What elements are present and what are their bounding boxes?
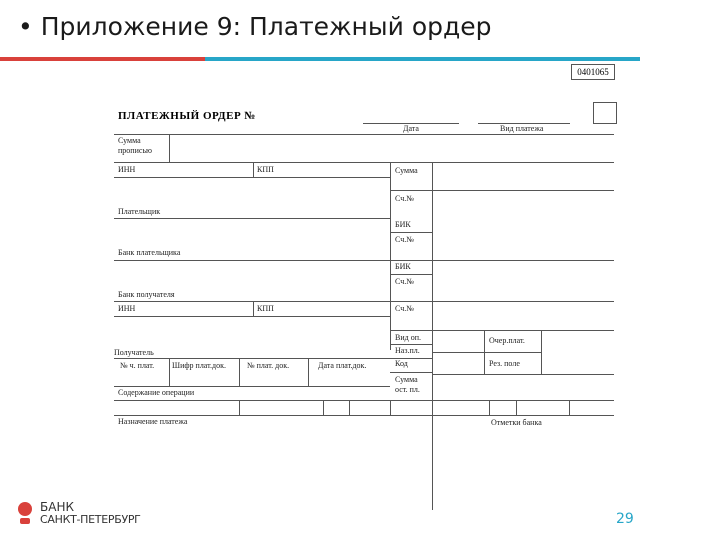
- form-corner-box: [593, 102, 617, 124]
- form-title: ПЛАТЕЖНЫЙ ОРДЕР №: [118, 110, 256, 122]
- row-line: [114, 134, 614, 135]
- col-line: [432, 162, 433, 418]
- col-line: [569, 400, 570, 415]
- bank-logo-icon-base: [20, 518, 30, 524]
- col-line: [489, 400, 490, 415]
- row-line: [390, 190, 614, 191]
- payer-account-label: Сч.№: [395, 194, 414, 203]
- bank-marks-label: Отметки банка: [491, 418, 542, 427]
- row-line: [114, 162, 614, 163]
- col-line: [239, 400, 240, 415]
- payer-bik-label: БИК: [395, 220, 411, 229]
- purpose-short-label: Наз.пл.: [395, 346, 420, 355]
- row-line: [114, 316, 390, 317]
- purpose-label: Назначение платежа: [118, 417, 188, 426]
- form-code: 0401065: [571, 64, 615, 80]
- payee-account-label: Сч.№: [395, 304, 414, 313]
- op-type-label: Вид оп.: [395, 333, 421, 342]
- row-line: [114, 415, 614, 416]
- payer-label: Плательщик: [118, 207, 161, 216]
- amount-words-label-1: Сумма: [118, 136, 141, 145]
- payment-type-label: Вид платежа: [500, 124, 544, 133]
- row-line: [114, 218, 390, 219]
- col-line: [390, 400, 391, 415]
- title-text: Приложение 9: Платежный ордер: [40, 12, 492, 41]
- queue-label: Очер.плат.: [489, 336, 525, 345]
- row-line: [390, 330, 614, 331]
- title-bullet: •: [18, 12, 33, 41]
- row-line: [114, 301, 614, 302]
- col-line: [169, 134, 170, 162]
- row-line: [114, 177, 390, 178]
- sum-label: Сумма: [395, 166, 418, 175]
- payee-bank-label: Банк получателя: [118, 290, 175, 299]
- balance-label-2: ост. пл.: [395, 385, 420, 394]
- code-label: Код: [395, 359, 408, 368]
- reserve-label: Рез. поле: [489, 359, 520, 368]
- col-line: [349, 400, 350, 415]
- payer-bank-account-label: Сч.№: [395, 235, 414, 244]
- col-line: [516, 400, 517, 415]
- col-line: [253, 162, 254, 177]
- row-line: [114, 358, 432, 359]
- operation-content-label: Содержание операции: [118, 388, 195, 397]
- col-line: [308, 358, 309, 386]
- payee-bank-account-label: Сч.№: [395, 277, 414, 286]
- payer-kpp-label: КПП: [257, 165, 274, 174]
- doc-no-label: № плат. док.: [247, 361, 290, 370]
- bank-logo-icon: [18, 502, 32, 516]
- doc-cipher-label: Шифр плат.док.: [172, 361, 227, 370]
- col-line: [253, 301, 254, 316]
- row-line: [390, 344, 432, 345]
- partial-no-label: № ч. плат.: [120, 361, 155, 370]
- row-line: [390, 372, 432, 373]
- row-line: [390, 274, 432, 275]
- row-line: [114, 400, 614, 401]
- col-line: [169, 358, 170, 386]
- logo-line-1: БАНК: [40, 500, 74, 514]
- col-line: [323, 400, 324, 415]
- balance-label-1: Сумма: [395, 375, 418, 384]
- col-line: [432, 415, 433, 510]
- payee-bik-label: БИК: [395, 262, 411, 271]
- payer-inn-label: ИНН: [118, 165, 136, 174]
- amount-words-label-2: прописью: [118, 146, 153, 155]
- payer-bank-label: Банк плательщика: [118, 248, 181, 257]
- payee-label: Получатель: [114, 348, 154, 357]
- row-line: [432, 352, 542, 353]
- row-line: [114, 386, 390, 387]
- row-line: [114, 260, 614, 261]
- date-label: Дата: [403, 124, 419, 133]
- payee-inn-label: ИНН: [118, 304, 136, 313]
- row-line: [390, 232, 432, 233]
- row-line: [432, 374, 614, 375]
- doc-date-label: Дата плат.док.: [318, 361, 367, 370]
- payee-kpp-label: КПП: [257, 304, 274, 313]
- col-line: [239, 358, 240, 386]
- page-number: 29: [616, 511, 634, 527]
- logo-line-2: САНКТ-ПЕТЕРБУРГ: [40, 513, 141, 526]
